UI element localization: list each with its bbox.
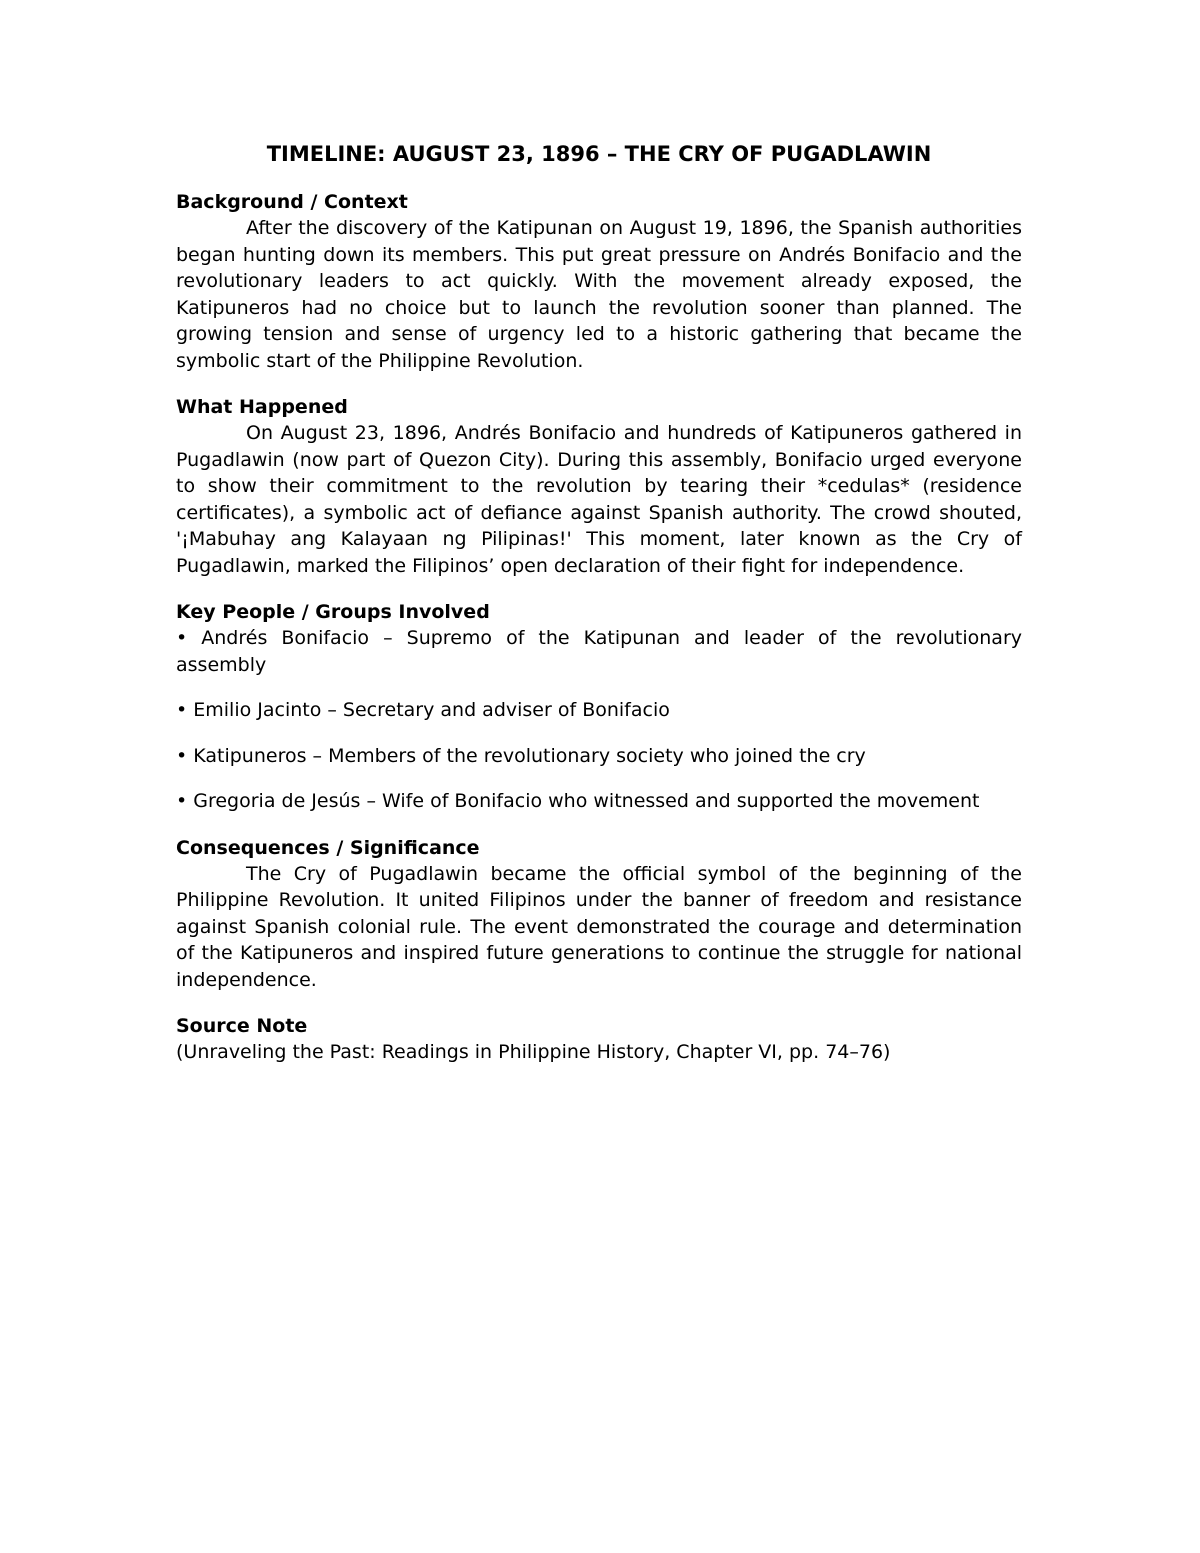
consequences-paragraph: The Cry of Pugadlawin became the official symbol of the beginning of the Philippine Revolution. It united Filipinos under the banner of freedom and resistance against Spanish colonial rule. The event demonstrated the courage and determination of the Katipuneros and inspired future generations to continue the struggle for national independence.	[176, 862, 1022, 991]
what-happened-heading: What Happened	[176, 396, 348, 418]
section-spacer	[176, 579, 1022, 599]
list-spacer	[176, 678, 1022, 697]
section-spacer	[176, 815, 1022, 835]
source-note-heading: Source Note	[176, 1015, 308, 1037]
key-person-item: • Gregoria de Jesús – Wife of Bonifacio who witnessed and supported the movement	[176, 790, 980, 812]
background-paragraph: After the discovery of the Katipunan on August 19, 1896, the Spanish authorities began hunting down its members. This put great pressure on Andrés Bonifacio and the revolutionary leaders to act quickly. With the movement already exposed, the Katipuneros had no choice but to launch the revolution sooner than planned. The growing tension and sense of urgency led to a historic gathering that became the symbolic start of the Philippine Revolution.	[176, 217, 1022, 372]
list-spacer	[176, 724, 1022, 743]
key-person-item: • Katipuneros – Members of the revolutionary society who joined the cry	[176, 744, 866, 767]
section-spacer	[176, 374, 1022, 394]
document-title: TIMELINE: AUGUST 23, 1896 – THE CRY OF PUGADLAWIN	[266, 142, 932, 166]
key-people-heading: Key People / Groups Involved	[176, 601, 490, 623]
key-person-item: • Andrés Bonifacio – Supremo of the Katipunan and leader of the revolutionary assembly	[176, 627, 1022, 676]
what-happened-paragraph: On August 23, 1896, Andrés Bonifacio and hundreds of Katipuneros gathered in Pugadlawin (now part of Quezon City). During this assembly, Bonifacio urged everyone to show their commitment to the revolution by tearing their *cedulas* (residence certificates), a symbolic act of defiance against Spanish authority. The crowd shouted, '¡Mabuhay ang Kalayaan ng Pilipinas!' This moment, later known as the Cry of Pugadlawin, marked the Filipinos’ open declaration of their fight for independence.	[176, 422, 1022, 577]
document-body	[176, 140, 1022, 1066]
source-note-text: (Unraveling the Past: Readings in Philippine History, Chapter VI, pp. 74–76)	[176, 1041, 891, 1063]
section-spacer	[176, 993, 1022, 1013]
consequences-heading: Consequences / Significance	[176, 836, 480, 859]
background-heading: Background / Context	[176, 191, 408, 213]
list-spacer	[176, 769, 1022, 788]
key-person-item: • Emilio Jacinto – Secretary and adviser of Bonifacio	[176, 699, 670, 721]
